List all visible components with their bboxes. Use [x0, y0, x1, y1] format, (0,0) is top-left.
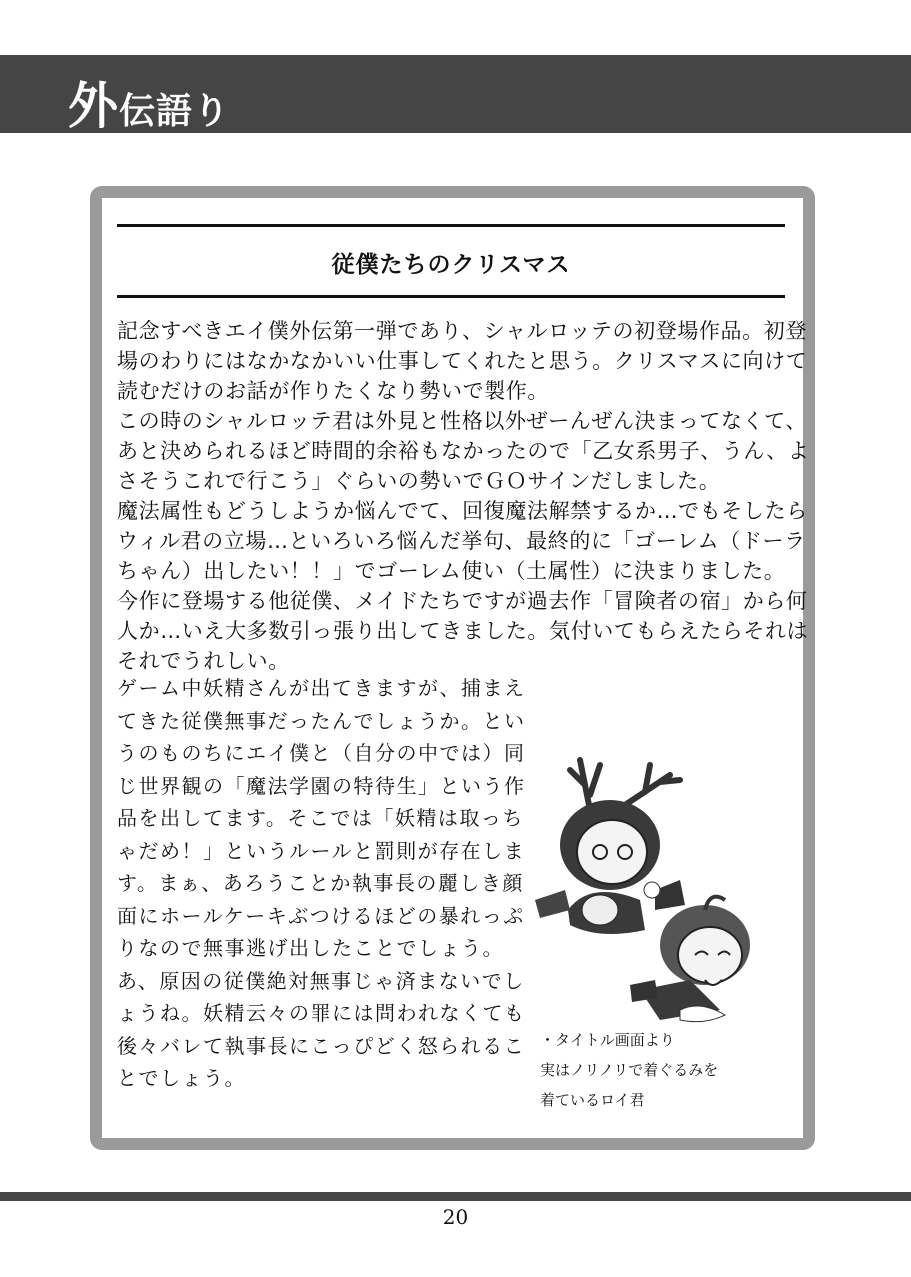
text-line: りなので無事逃げ出したことでしょう。 [117, 936, 504, 960]
text-line: 今作に登場する他従僕、メイドたちですが過去作「冒険者の宿」から何 [117, 589, 808, 613]
title-rule-bottom [117, 295, 785, 298]
text-line: さそうこれで行こう」ぐらいの勢いでＧＯサインだしました。 [117, 469, 721, 493]
chibi-characters-illustration [530, 740, 770, 1030]
caption-line: ・タイトル画面より [540, 1031, 675, 1049]
body-text-bottom [117, 672, 537, 1095]
text-line: ゃだめ！」というルールと罰則が存在しま [117, 838, 526, 863]
text-line: てきた従僕無事だったんでしょうか。とい [117, 708, 526, 733]
chapter-title-rest: 伝語り [119, 90, 231, 132]
caption-line: 実はノリノリで着ぐるみを [540, 1061, 719, 1079]
illustration-caption [540, 1025, 718, 1115]
text-line: ょうね。妖精云々の罪には問われなくても [117, 1001, 526, 1025]
footer-bar [0, 1192, 911, 1201]
text-line: す。まぁ、あろうことか執事長の麗しき顔 [117, 871, 524, 895]
text-line: それでうれしい。 [117, 649, 290, 673]
text-line: 記念すべきエイ僕外伝第一弾であり、シャルロッテの初登場作品。初登 [117, 319, 807, 343]
text-line: あと決められるほど時間的余裕もなかったので「乙女系男子、うん、よ [117, 439, 810, 463]
page-number: 20 [442, 1205, 469, 1229]
text-line: あ、原因の従僕絶対無事じゃ済まないでし [117, 968, 525, 993]
chapter-title [68, 66, 230, 138]
section-title: 従僕たちのクリスマス [331, 252, 571, 278]
text-line: ちゃん）出したい！！」でゴーレム使い（土属性）に決まりました。 [117, 559, 786, 583]
text-line: 読むだけのお話が作りたくなり勢いで製作。 [117, 379, 549, 403]
text-line: 面にホールケーキぶつけるほどの暴れっぷ [117, 903, 525, 928]
title-rule-top [117, 224, 785, 227]
text-line: ウィル君の立場…といろいろ悩んだ挙句、最終的に「ゴーレム（ドーラ [117, 529, 806, 553]
text-line: 後々バレて執事長にこっぴどく怒られるこ [117, 1033, 526, 1058]
chapter-title-initial: 外 [68, 76, 119, 135]
text-line: うのものちにエイ僕と（自分の中では）同 [117, 741, 526, 765]
text-line: とでしょう。 [117, 1066, 246, 1090]
body-text-top [117, 316, 810, 676]
text-line: ゲーム中妖精さんが出てきますが、捕まえ [117, 676, 526, 700]
caption-line: 着ているロイ君 [540, 1091, 645, 1109]
text-line: じ世界観の「魔法学園の特待生」という作 [117, 773, 526, 798]
text-line: 場のわりにはなかなかいい仕事してくれたと思う。クリスマスに向けて [117, 349, 808, 373]
text-line: 品を出してます。そこでは「妖精は取っち [117, 806, 524, 830]
text-line: 人か…いえ大多数引っ張り出してきました。気付いてもらえたらそれは [117, 619, 809, 643]
text-line: 魔法属性もどうしようか悩んでて、回復魔法解禁するか…でもそしたら [117, 499, 808, 523]
text-line: この時のシャルロッテ君は外見と性格以外ぜーんぜん決まってなくて、 [117, 409, 807, 433]
